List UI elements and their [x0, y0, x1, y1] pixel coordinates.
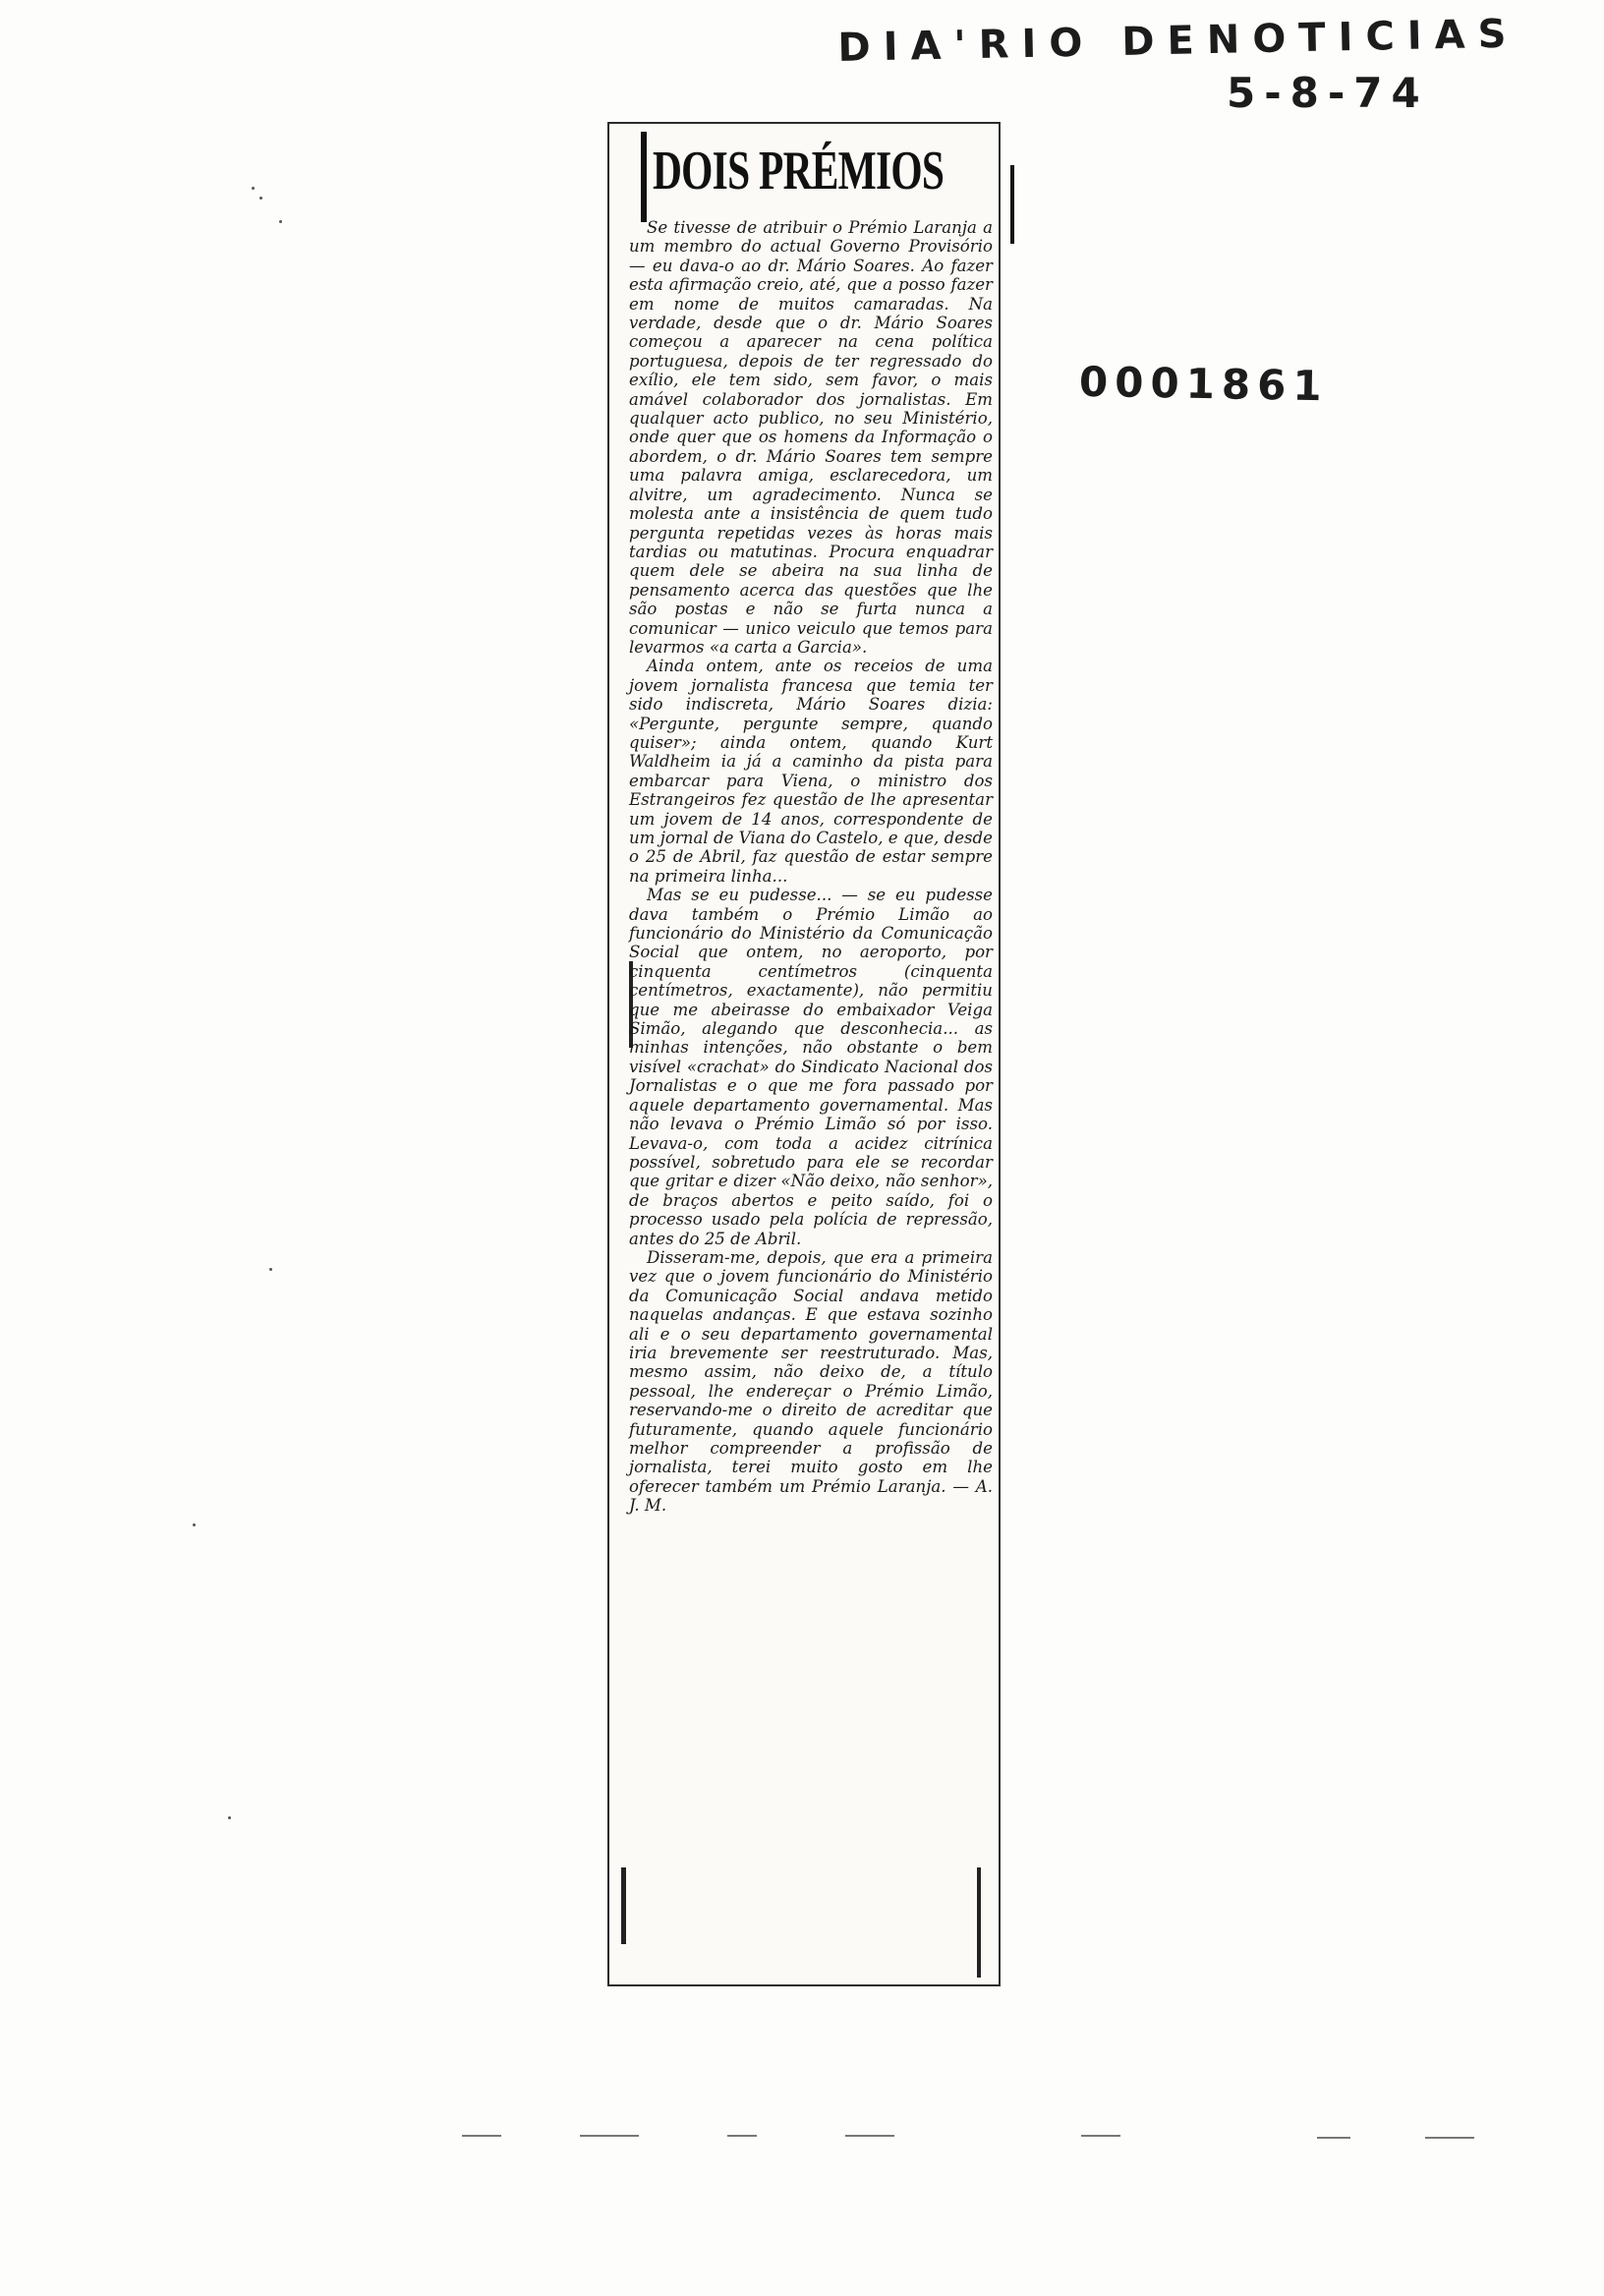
- scan-speck: [193, 1523, 196, 1526]
- article-paragraph-2: Ainda ontem, ante os receios de uma jovem jornalista francesa que temia ter sido indiscreta, Mário Soares dizia: «Pergunte, pergunte sempre, quando quiser»; ainda ontem, quando Kurt Waldheim ia já a caminho da pista para embarcar para Viena, o ministro dos Estrangeiros fez questão de lhe apresentar um jovem de 14 anos, correspondente de um jornal de Viana do Castelo, e que, desde o 25 de Abril, faz questão de estar sempre na primeira linha...: [629, 657, 993, 886]
- article-headline: DOIS PRÉMIOS: [653, 141, 945, 201]
- scan-speck: [1081, 2135, 1120, 2137]
- scan-speck: [1425, 2137, 1474, 2139]
- article-paragraph-4: [629, 1248, 993, 1516]
- column-rule-left-bottom: [621, 1867, 626, 1944]
- scan-speck: [580, 2135, 639, 2137]
- article-signature: — A. J. M.: [629, 1476, 993, 1516]
- article-paragraph-3: Mas se eu pudesse... — se eu pudesse dava também o Prémio Limão ao funcionário do Ministério da Comunicação Social que ontem, no aeroporto, por cinquenta centímetros (cinquenta centímetros, exactamente), não permitiu que me abeirasse do embaixador Veiga Simão, alegando que desconhecia... as minhas intenções, não obstante o bem visível «crachat» do Sindicato Nacional dos Jornalistas e o que me fora passado por aquele departamento governamental. Mas não levava o Prémio Limão só por isso. Levava-o, com toda a acidez citrínica possível, sobretudo para ele se recordar que gritar e dizer «Não deixo, não senhor», de braços abertos e peito saído, foi o processo usado pela polícia de repressão, antes do 25 de Abril.: [629, 886, 993, 1248]
- handwritten-date-note: 5-8-74: [1227, 69, 1429, 117]
- scan-speck: [252, 187, 255, 190]
- scan-speck: [727, 2135, 757, 2137]
- column-rule-right: [1010, 165, 1014, 244]
- scan-speck: [845, 2135, 894, 2137]
- scan-speck: [259, 197, 262, 200]
- handwritten-archive-code: 0001861: [1078, 357, 1329, 411]
- scan-speck: [1317, 2137, 1350, 2139]
- scan-speck: [462, 2135, 501, 2137]
- scan-speck: [228, 1816, 231, 1819]
- scan-speck: [279, 220, 282, 223]
- article-paragraph-4-text: Disseram-me, depois, que era a primeira vez que o jovem funcionário do Ministério da Comunicação Social andava metido naquelas andanças. E que estava sozinho ali e o seu departamento governamental iria brevemente ser reestruturado. Mas, mesmo assim, não deixo de, a título pessoal, lhe endereçar o Prémio Limão, reservando-me o direito de acreditar que futuramente, quando aquele funcionário melhor compreender a profissão de jornalista, terei muito gosto em lhe oferecer também um Prémio Laranja.: [629, 1247, 993, 1496]
- scan-speck: [269, 1268, 272, 1271]
- article-paragraph-1: Se tivesse de atribuir o Prémio Laranja a um membro do actual Governo Provisório — eu dava-o ao dr. Mário Soares. Ao fazer esta afirmação creio, até, que a posso fazer em nome de muitos camaradas. Na verdade, desde que o dr. Mário Soares começou a aparecer na cena política portuguesa, depois de ter regressado do exílio, ele tem sido, sem favor, o mais amável colaborador dos jornalistas. Em qualquer acto publico, no seu Ministério, onde quer que os homens da Informação o abordem, o dr. Mário Soares tem sempre uma palavra amiga, esclarecedora, um alvitre, um agradecimento. Nunca se molesta ante a insistência de quem tudo pergunta repetidas vezes às horas mais tardias ou matutinas. Procura enquadrar quem dele se abeira na sua linha de pensamento acerca das questões que lhe são postas e não se furta nunca a comunicar — unico veiculo que temos para levarmos «a carta a Garcia».: [629, 218, 993, 657]
- handwritten-source-note: DIA'RIO DENOTICIAS: [837, 11, 1519, 71]
- article-body: [629, 218, 993, 1516]
- column-rule-right-bottom: [977, 1867, 981, 1978]
- column-rule-left: [641, 132, 647, 222]
